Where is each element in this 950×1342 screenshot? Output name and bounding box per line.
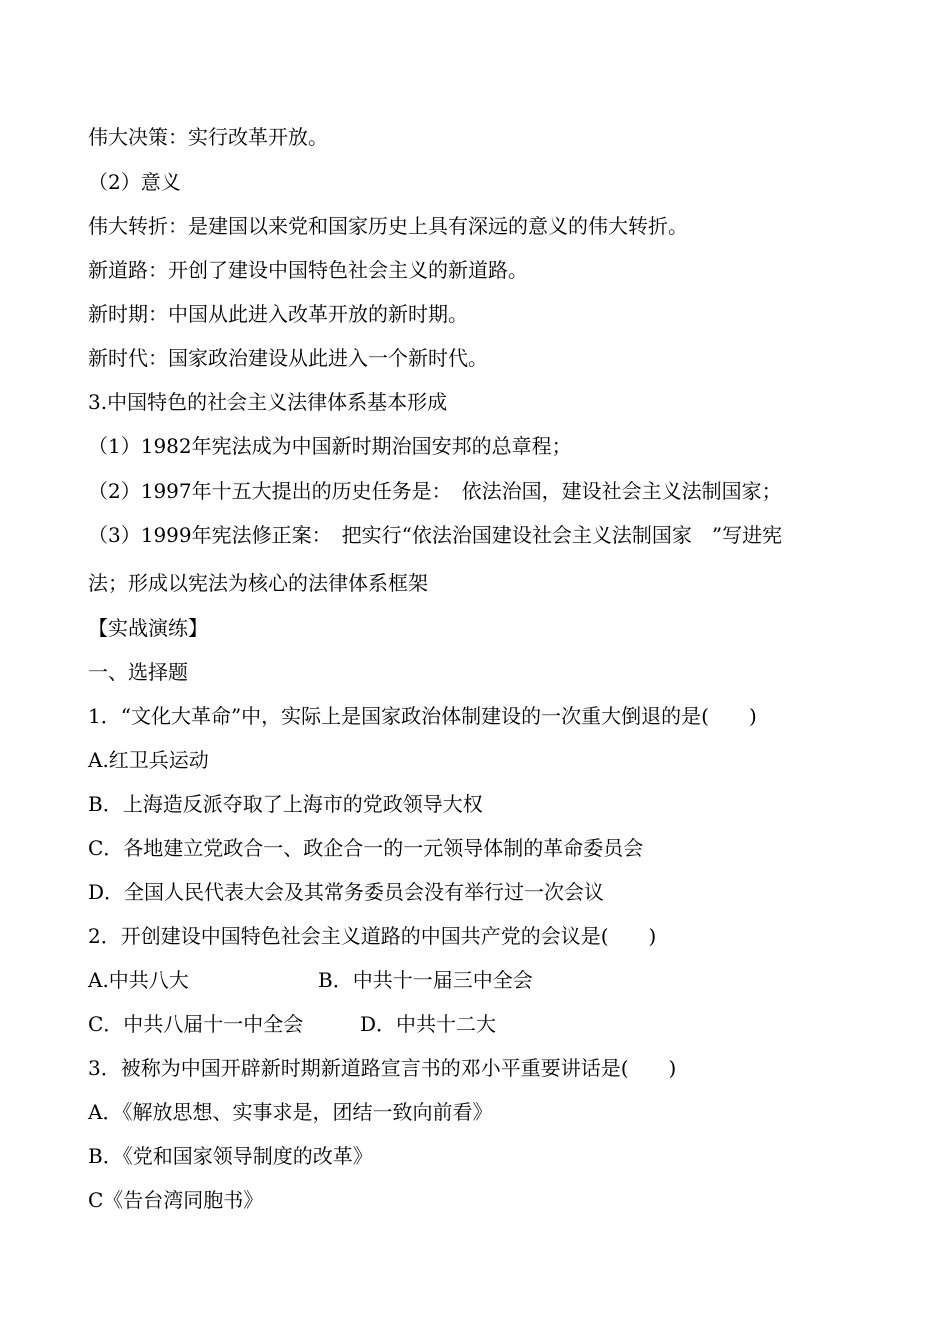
- text-line: （2）意义: [88, 170, 181, 194]
- text-line: 伟大决策：实行改革开放。: [88, 125, 328, 149]
- option: B．《党和国家领导制度的改革》: [88, 1144, 373, 1168]
- text-line: 法；形成以宪法为核心的法律体系框架: [88, 571, 428, 595]
- text-line: 新时期：中国从此进入改革开放的新时期。: [88, 302, 468, 326]
- question: 2．开创建设中国特色社会主义道路的中国共产党的会议是( ): [88, 924, 657, 948]
- section-heading: 【实战演练】: [88, 616, 208, 640]
- option: C《告台湾同胞书》: [88, 1188, 264, 1212]
- section-heading: 3.中国特色的社会主义法律体系基本形成: [88, 390, 448, 414]
- option: C．中共八届十一中全会: [88, 1012, 304, 1036]
- option: A．《解放思想、实事求是，团结一致向前看》: [88, 1100, 493, 1124]
- question: 3．被称为中国开辟新时期新道路宣言书的邓小平重要讲话是( ): [88, 1056, 677, 1080]
- option: D．全国人民代表大会及其常务委员会没有举行过一次会议: [88, 880, 605, 904]
- text-line: （2）1997年十五大提出的历史任务是： 依法治国，建设社会主义法制国家；: [88, 479, 782, 503]
- text-line: 新道路：开创了建设中国特色社会主义的新道路。: [88, 258, 528, 282]
- text-line: 新时代：国家政治建设从此进入一个新时代。: [88, 346, 488, 370]
- text-line: （1）1982年宪法成为中国新时期治国安邦的总章程；: [88, 434, 572, 458]
- question: 1．“文化大革命”中，实际上是国家政治体制建设的一次重大倒退的是( ): [88, 704, 757, 728]
- option: A.中共八大: [88, 968, 189, 992]
- section-heading: 一、选择题: [88, 660, 188, 684]
- option: B．上海造反派夺取了上海市的党政领导大权: [88, 792, 483, 816]
- option: D．中共十二大: [360, 1012, 497, 1036]
- option: A.红卫兵运动: [88, 748, 209, 772]
- option: C．各地建立党政合一、政企合一的一元领导体制的革命委员会: [88, 836, 644, 860]
- text-line: （3）1999年宪法修正案： 把实行“依法治国建设社会主义法制国家 ”写进宪: [88, 523, 783, 547]
- option: B．中共十一届三中全会: [318, 968, 533, 992]
- text-line: 伟大转折：是建国以来党和国家历史上具有深远的意义的伟大转折。: [88, 214, 688, 238]
